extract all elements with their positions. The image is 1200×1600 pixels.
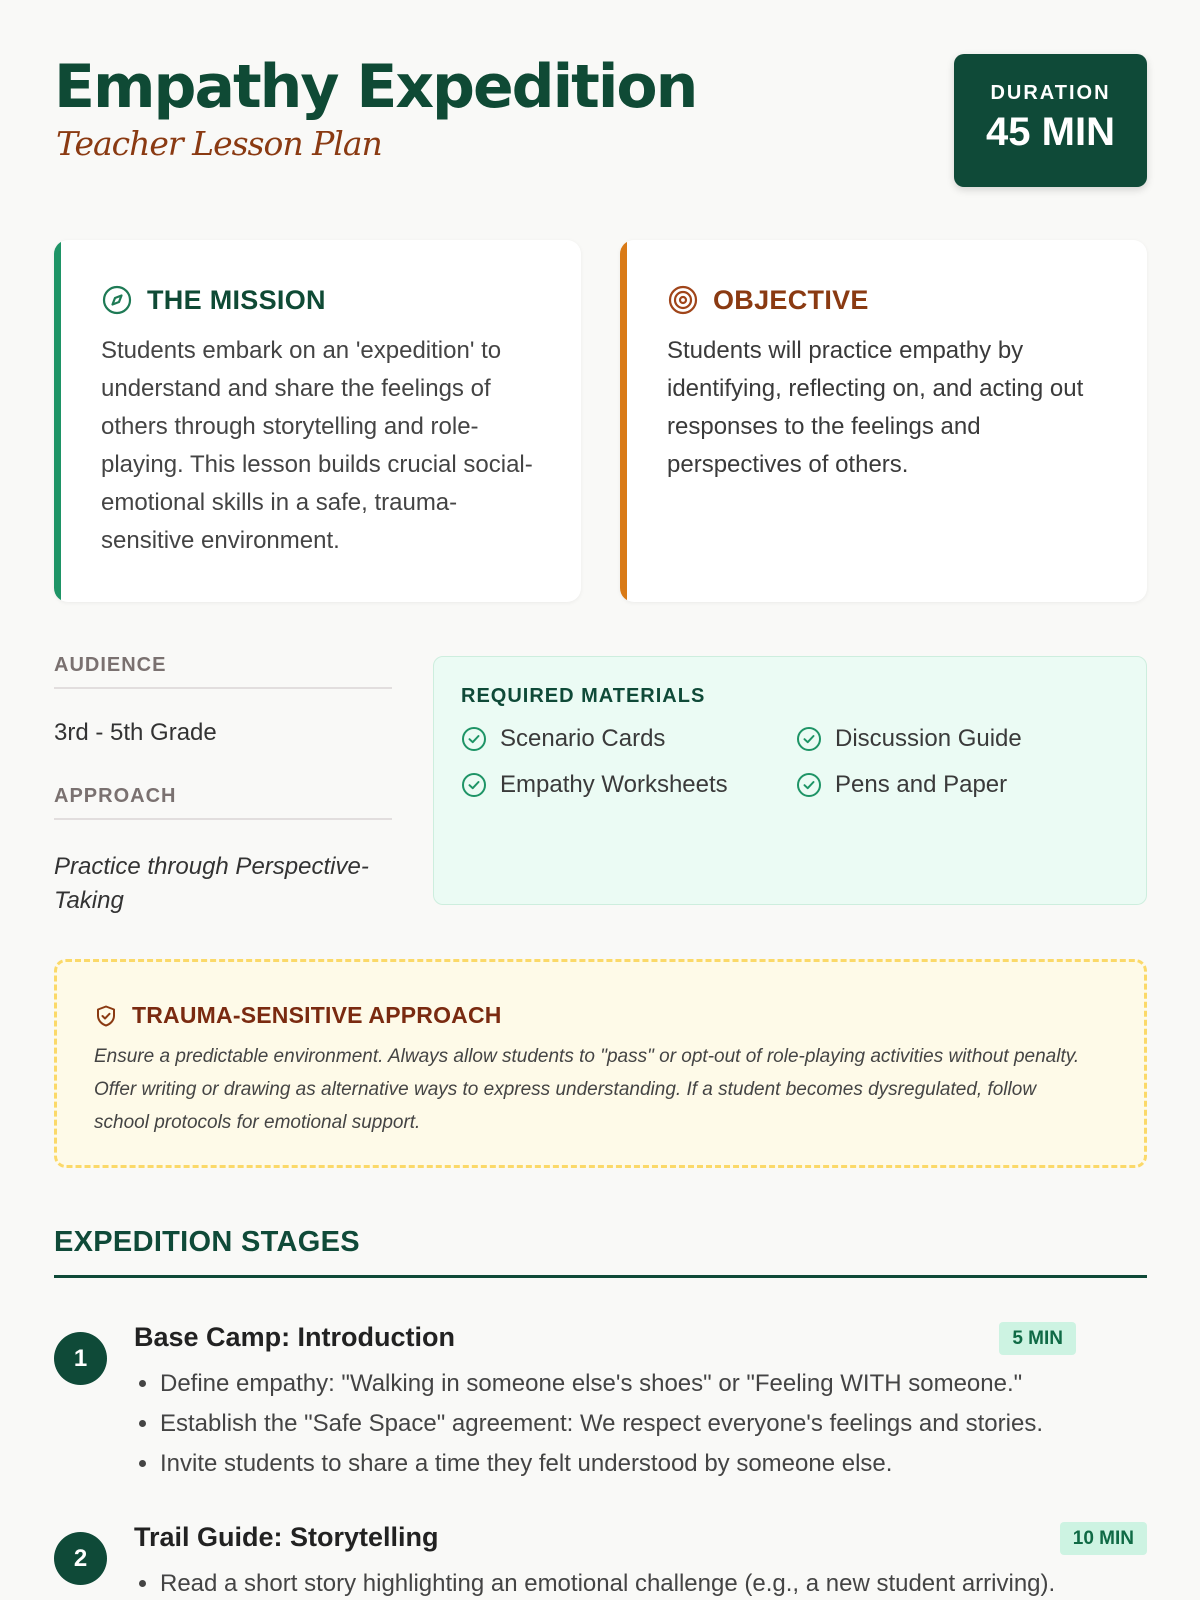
objective-heading: OBJECTIVE: [713, 284, 869, 315]
stage-number: 2: [54, 1532, 107, 1585]
material-item: [796, 771, 1111, 799]
stages-heading: EXPEDITION STAGES: [54, 1226, 360, 1258]
stage-bullet: • Read a short story highlighting an emotional challenge (e.g., a new student arriving).: [160, 1564, 1055, 1600]
page-subtitle: Teacher Lesson Plan: [56, 124, 382, 163]
stages-divider: [54, 1275, 1147, 1278]
objective-text: Students will practice empathy by identifying, reflecting on, and acting out responses to the feelings and perspectives of others.: [667, 337, 1084, 478]
check-circle-icon: [461, 726, 487, 752]
check-circle-icon: [461, 772, 487, 798]
check-circle-icon: [796, 726, 822, 752]
stage-title: Base Camp: Introduction: [134, 1322, 456, 1352]
shield-check-icon: [94, 1004, 118, 1028]
material-item: [461, 771, 796, 799]
stage-time-badge: 10 MIN: [1060, 1522, 1147, 1555]
material-label: Discussion Guide: [835, 725, 1022, 752]
check-circle-icon: [796, 772, 822, 798]
material-item: [796, 725, 1111, 753]
approach-block: [54, 785, 392, 918]
compass-icon: [101, 284, 133, 316]
mission-heading: THE MISSION: [147, 284, 326, 315]
trauma-text: Ensure a predictable environment. Always allow students to "pass" or opt-out of role-playing activities without penalty. Offer writing or drawing as alternative ways to express understanding. If a student becomes dysregulated, follow school protocols for emotional support.: [94, 1046, 1080, 1133]
duration-value: 45 MIN: [986, 110, 1115, 154]
material-label: Empathy Worksheets: [500, 771, 728, 798]
materials-panel: [433, 656, 1147, 905]
materials-list: [461, 725, 1111, 799]
trauma-header: [94, 1002, 502, 1029]
trauma-heading: TRAUMA-SENSITIVE APPROACH: [132, 1002, 502, 1028]
audience-label: AUDIENCE: [54, 654, 392, 689]
audience-value: 3rd - 5th Grade: [54, 719, 217, 746]
trauma-sensitive-callout: [54, 959, 1147, 1168]
stage-bullet: • Define empathy: "Walking in someone else's shoes" or "Feeling WITH someone.": [160, 1364, 1043, 1404]
objective-header: [667, 284, 869, 316]
mission-header: [101, 284, 326, 316]
page-title: Empathy Expedition: [54, 52, 697, 122]
stage-bullets: [160, 1364, 1043, 1484]
stage-bullet: • Invite students to share a time they felt understood by someone else.: [160, 1444, 1043, 1484]
approach-label: APPROACH: [54, 785, 392, 820]
material-label: Pens and Paper: [835, 771, 1008, 798]
stage-number: 1: [54, 1332, 107, 1385]
duration-label: DURATION: [990, 82, 1111, 104]
duration-badge: [954, 54, 1147, 187]
mission-card: [54, 240, 581, 602]
objective-accent-bar: [620, 240, 627, 602]
lesson-info: [54, 654, 392, 918]
material-label: Scenario Cards: [500, 725, 666, 752]
material-item: [461, 725, 796, 753]
stage-bullet: • Establish the "Safe Space" agreement: We respect everyone's feelings and stories.: [160, 1404, 1043, 1444]
stage-time-badge: 5 MIN: [999, 1322, 1076, 1355]
mission-text: Students embark on an 'expedition' to understand and share the feelings of others through storytelling and role-playing. This lesson builds crucial social-emotional skills in a safe, trauma-sensitive environment.: [101, 337, 533, 554]
mission-accent-bar: [54, 240, 61, 602]
target-icon: [667, 284, 699, 316]
stage-title: Trail Guide: Storytelling: [134, 1522, 439, 1552]
approach-value: Practice through Perspective-Taking: [54, 853, 369, 914]
materials-heading: REQUIRED MATERIALS: [461, 685, 706, 707]
objective-card: [620, 240, 1147, 602]
stage-bullets: [160, 1564, 1055, 1600]
